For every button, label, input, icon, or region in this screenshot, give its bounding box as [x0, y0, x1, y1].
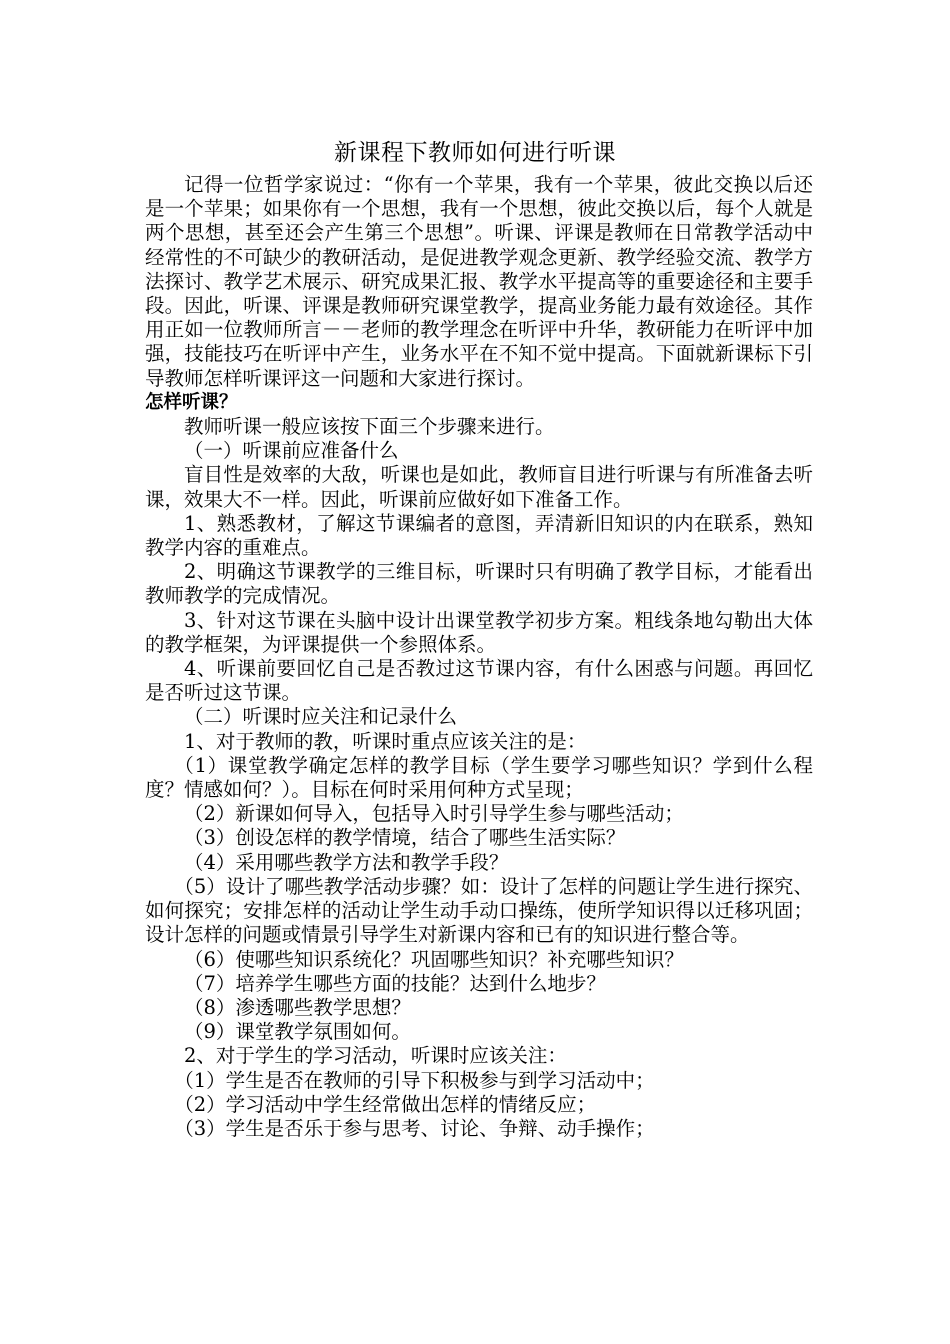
paragraph: 盲目性是效率的大敌，听课也是如此，教师盲目进行听课与有所准备去听课，效果大不一样。因此，听课前应做好如下准备工作。 [145, 463, 813, 511]
list-item: （4）采用哪些教学方法和教学手段？ [184, 850, 509, 874]
list-item: 2、明确这节课教学的三维目标，听课时只有明确了教学目标，才能看出教师教学的完成情况。 [145, 560, 813, 608]
list-item: （2）学习活动中学生经常做出怎样的情绪反应； [174, 1092, 597, 1116]
paragraph: 教师听课一般应该按下面三个步骤来进行。 [184, 415, 555, 439]
subsection-heading: （一）听课前应准备什么 [184, 439, 399, 463]
list-item: 3、针对这节课在头脑中设计出课堂教学初步方案。粗线条地勾勒出大体的教学框架，为评课提供一个参照体系。 [145, 608, 813, 656]
list-item: 1、熟悉教材，了解这节课编者的意图，弄清新旧知识的内在联系，熟知教学内容的重难点。 [145, 511, 813, 560]
document-title: 新课程下教师如何进行听课 [334, 140, 616, 166]
section-heading: 怎样听课？ [145, 391, 238, 413]
list-item: （3）创设怎样的教学情境，结合了哪些生活实际？ [184, 826, 626, 850]
subsection-heading: （二）听课时应关注和记录什么 [184, 705, 458, 729]
list-item: （7）培养学生哪些方面的技能？达到什么地步？ [184, 971, 606, 995]
list-item: 1、对于教师的教，听课时重点应该关注的是： [184, 729, 587, 753]
list-item: （2）新课如何导入，包括导入时引导学生参与哪些活动； [184, 802, 684, 826]
document-body [145, 173, 813, 1141]
list-item: 2、对于学生的学习活动，听课时应该关注： [184, 1044, 567, 1068]
list-item: （1）学生是否在教师的引导下积极参与到学习活动中； [174, 1068, 655, 1092]
list-item: 4、听课前要回忆自己是否教过这节课内容，有什么困惑与问题。再回忆是否听过这节课。 [145, 657, 813, 705]
list-item: （8）渗透哪些教学思想？ [184, 995, 411, 1019]
list-item: （6）使哪些知识系统化？巩固哪些知识？补充哪些知识？ [184, 947, 684, 971]
list-item: （5）设计了哪些教学活动步骤？如：设计了怎样的问题让学生进行探究、如何探究；安排怎样的活动让学生动手动口操练，使所学知识得以迁移巩固；设计怎样的问题或情景引导学生对新课内容和已有的知识进行整合等。 [145, 874, 813, 947]
intro-paragraph: 记得一位哲学家说过：“你有一个苹果，我有一个苹果，彼此交换以后还是一个苹果；如果你有一个思想，我有一个思想，彼此交换以后，每个人就是两个思想，甚至还会产生第三个思想”。听课、评课是教师在日常教学活动中经常性的不可缺少的教研活动，是促进教学观念更新、教学经验交流、教学方法探讨、教学艺术展示、研究成果汇报、教学水平提高等的重要途径和主要手段。因此，听课、评课是教师研究课堂教学，提高业务能力最有效途径。其作用正如一位教师所言－－老师的教学理念在听评中升华，教研能力在听评中加强，技能技巧在听评中产生，业务水平在不知不觉中提高。下面就新课标下引导教师怎样听课评这一问题和大家进行探讨。 [145, 173, 813, 390]
list-item: （9）课堂教学氛围如何。 [184, 1020, 411, 1044]
list-item: （3）学生是否乐于参与思考、讨论、争辩、动手操作； [174, 1116, 655, 1140]
list-item: （1）课堂教学确定怎样的教学目标（学生要学习哪些知识？学到什么程度？情感如何？）。目标在何时采用何种方式呈现； [145, 753, 813, 802]
